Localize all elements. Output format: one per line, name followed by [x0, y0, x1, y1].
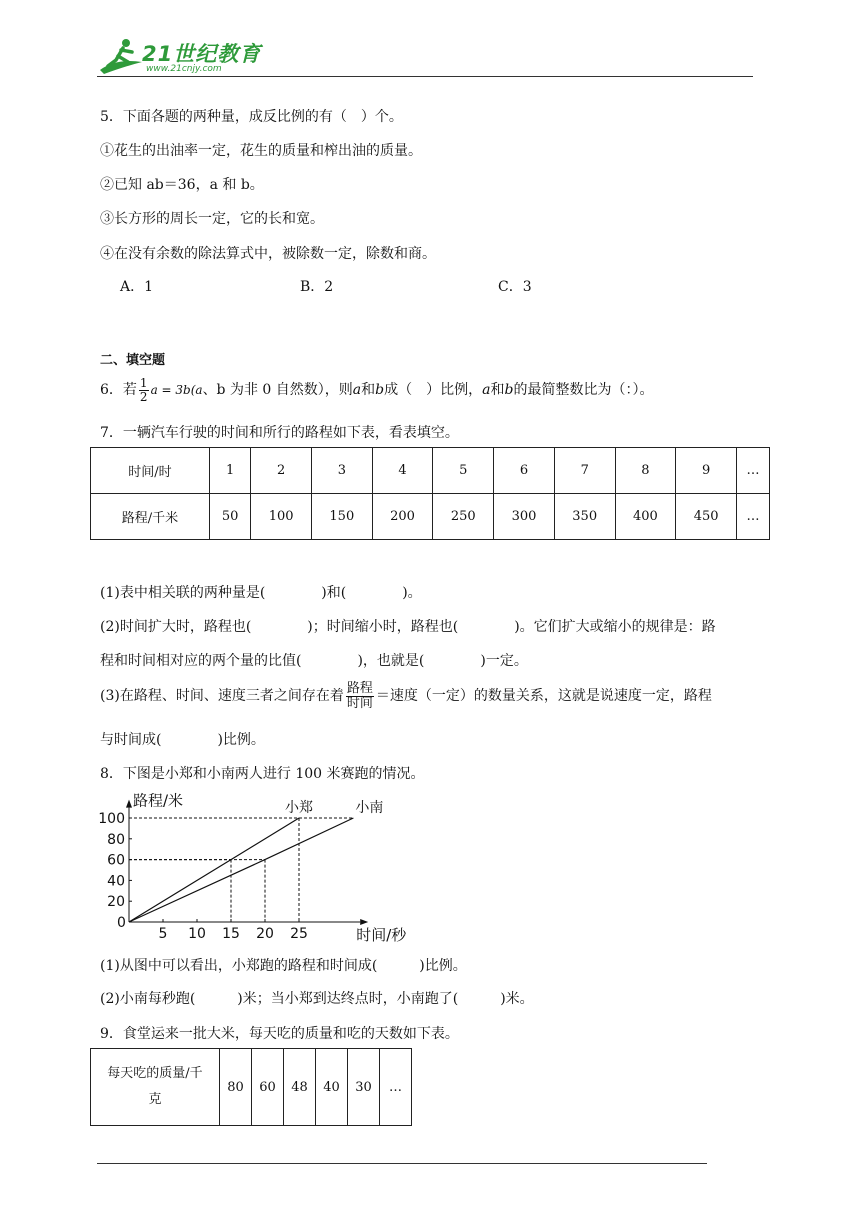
header-rule: [97, 76, 753, 77]
site-logo: [96, 36, 266, 76]
q7-table: [90, 447, 770, 540]
q6-frac-num: 1: [139, 375, 148, 390]
table-row: [91, 1049, 412, 1126]
logo-title: 21世纪教育: [142, 42, 262, 66]
table-cell: …: [737, 448, 770, 494]
q7-frac-den: 时间: [346, 695, 373, 711]
table-cell: 300: [494, 494, 555, 540]
x-tick-label: 5: [158, 926, 168, 942]
q5-item-4: ④在没有余数的除法算式中，被除数一定，除数和商。: [100, 246, 436, 262]
table-cell: 时间/时: [91, 448, 210, 494]
q7-sub3-fraction: [346, 682, 374, 710]
q5-option-b: B．2: [300, 279, 334, 295]
table-cell: 150: [311, 494, 372, 540]
y-axis-label: 路程/米: [133, 791, 184, 810]
q7-sub1: (1)表中相关联的两种量是( )和( )。: [100, 585, 422, 601]
q6-expr: a = 3b(a: [150, 383, 203, 397]
q7-sub3-pre: (3)在路程、时间、速度三者之间存在着: [100, 688, 344, 704]
table-cell: 100: [251, 494, 312, 540]
q6-tail1: 成（ ）比例，: [384, 382, 483, 398]
table-cell: 50: [210, 494, 251, 540]
q9-header-line2: 克: [148, 1092, 162, 1107]
table-cell: 48: [284, 1049, 316, 1126]
q6-fraction: [139, 377, 149, 403]
q7-sub3b: 与时间成( )比例。: [100, 732, 265, 748]
series-label-1: 小郑: [285, 800, 313, 816]
q5-item-3: ③长方形的周长一定，它的长和宽。: [100, 211, 324, 227]
table-cell: 250: [433, 494, 494, 540]
q7-sub3-post: ＝速度（一定）的数量关系，这就是说速度一定，路程: [375, 688, 712, 704]
origin-label: 0: [117, 915, 126, 931]
runner-logo-icon: [96, 36, 148, 76]
table-cell: 3: [311, 448, 372, 494]
q5-item-1: ①花生的出油率一定，花生的质量和榨出油的质量。: [100, 143, 422, 159]
q6-and2: 和: [490, 382, 505, 398]
q6-line: [100, 374, 653, 406]
q6-var-a2: a: [482, 382, 491, 398]
table-cell: 4: [372, 448, 433, 494]
q7-sub3: [100, 678, 712, 714]
table-cell: …: [737, 494, 770, 540]
q9-table: [90, 1048, 412, 1126]
q6-var-a: a: [352, 382, 362, 398]
table-cell: 400: [615, 494, 676, 540]
x-tick-label: 15: [222, 926, 240, 942]
y-tick-label: 40: [107, 873, 125, 890]
table-cell: 60: [252, 1049, 284, 1126]
q6-tail2: 的最简整数比为（：）。: [513, 382, 654, 398]
q9-header-cell: [91, 1049, 220, 1126]
table-cell: 2: [251, 448, 312, 494]
table-cell: 5: [433, 448, 494, 494]
y-tick-label: 20: [107, 894, 125, 911]
x-tick-label: 25: [290, 926, 308, 942]
footer-rule: [97, 1163, 707, 1164]
q7-sub2a: (2)时间扩大时，路程也( )；时间缩小时，路程也( )。它们扩大或缩小的规律是：路: [100, 619, 716, 635]
table-cell: 350: [554, 494, 615, 540]
table-row: [91, 494, 770, 540]
table-cell: 9: [676, 448, 737, 494]
table-cell: 80: [220, 1049, 252, 1126]
series-line-1: [129, 818, 299, 922]
q5-stem: 5．下面各题的两种量，成反比例的有（ ）个。: [100, 109, 403, 125]
series-line-2: [129, 818, 353, 922]
x-tick-label: 20: [256, 926, 274, 942]
q6-mid: 、b 为非 0 自然数），则: [202, 382, 353, 398]
q6-prefix: 6．若: [100, 382, 137, 398]
table-cell: 450: [676, 494, 737, 540]
q5-item-2: ②已知 ab＝36，a 和 b。: [100, 177, 264, 193]
table-cell: 30: [348, 1049, 380, 1126]
table-cell: 1: [210, 448, 251, 494]
q8-sub2: (2)小南每秒跑( )米；当小郑到达终点时，小南跑了( )米。: [100, 991, 534, 1007]
logo-url: www.21cnjy.com: [146, 64, 222, 74]
q8-line-chart: [96, 786, 407, 946]
table-cell: …: [380, 1049, 412, 1126]
x-axis-label: 时间/秒: [356, 926, 407, 944]
y-tick-label: 80: [107, 831, 125, 848]
q6-var-b2: b: [504, 382, 514, 398]
q6-and1: 和: [361, 382, 376, 398]
q9-header-line1: 每天吃的质量/千: [107, 1066, 203, 1081]
q8-sub1: (1)从图中可以看出，小郑跑的路程和时间成( )比例。: [100, 958, 467, 974]
table-cell: 路程/千米: [91, 494, 210, 540]
q9-stem: 9．食堂运来一批大米，每天吃的质量和吃的天数如下表。: [100, 1026, 459, 1042]
table-cell: 8: [615, 448, 676, 494]
x-axis-arrow: [360, 919, 368, 925]
q6-frac-den: 2: [139, 389, 148, 404]
y-tick-label: 60: [107, 852, 125, 869]
table-row: [91, 448, 770, 494]
y-tick-label: 100: [98, 811, 125, 827]
q7-sub2b: 程和时间相对应的两个量的比值( )，也就是( )一定。: [100, 653, 528, 669]
q6-var-b: b: [375, 382, 385, 398]
q7-frac-num: 路程: [346, 680, 373, 696]
table-cell: 6: [494, 448, 555, 494]
q5-option-a: A．1: [120, 279, 154, 295]
q7-stem: 7．一辆汽车行驶的时间和所行的路程如下表，看表填空。: [100, 425, 459, 441]
table-cell: 200: [372, 494, 433, 540]
series-label-2: 小南: [355, 800, 384, 816]
x-tick-label: 10: [188, 926, 206, 942]
section-title: 二、填空题: [100, 353, 166, 368]
table-cell: 7: [554, 448, 615, 494]
table-cell: 40: [316, 1049, 348, 1126]
q5-option-c: C．3: [498, 279, 532, 295]
y-axis-arrow: [126, 800, 132, 808]
q8-stem: 8．下图是小郑和小南两人进行 100 米赛跑的情况。: [100, 766, 425, 782]
